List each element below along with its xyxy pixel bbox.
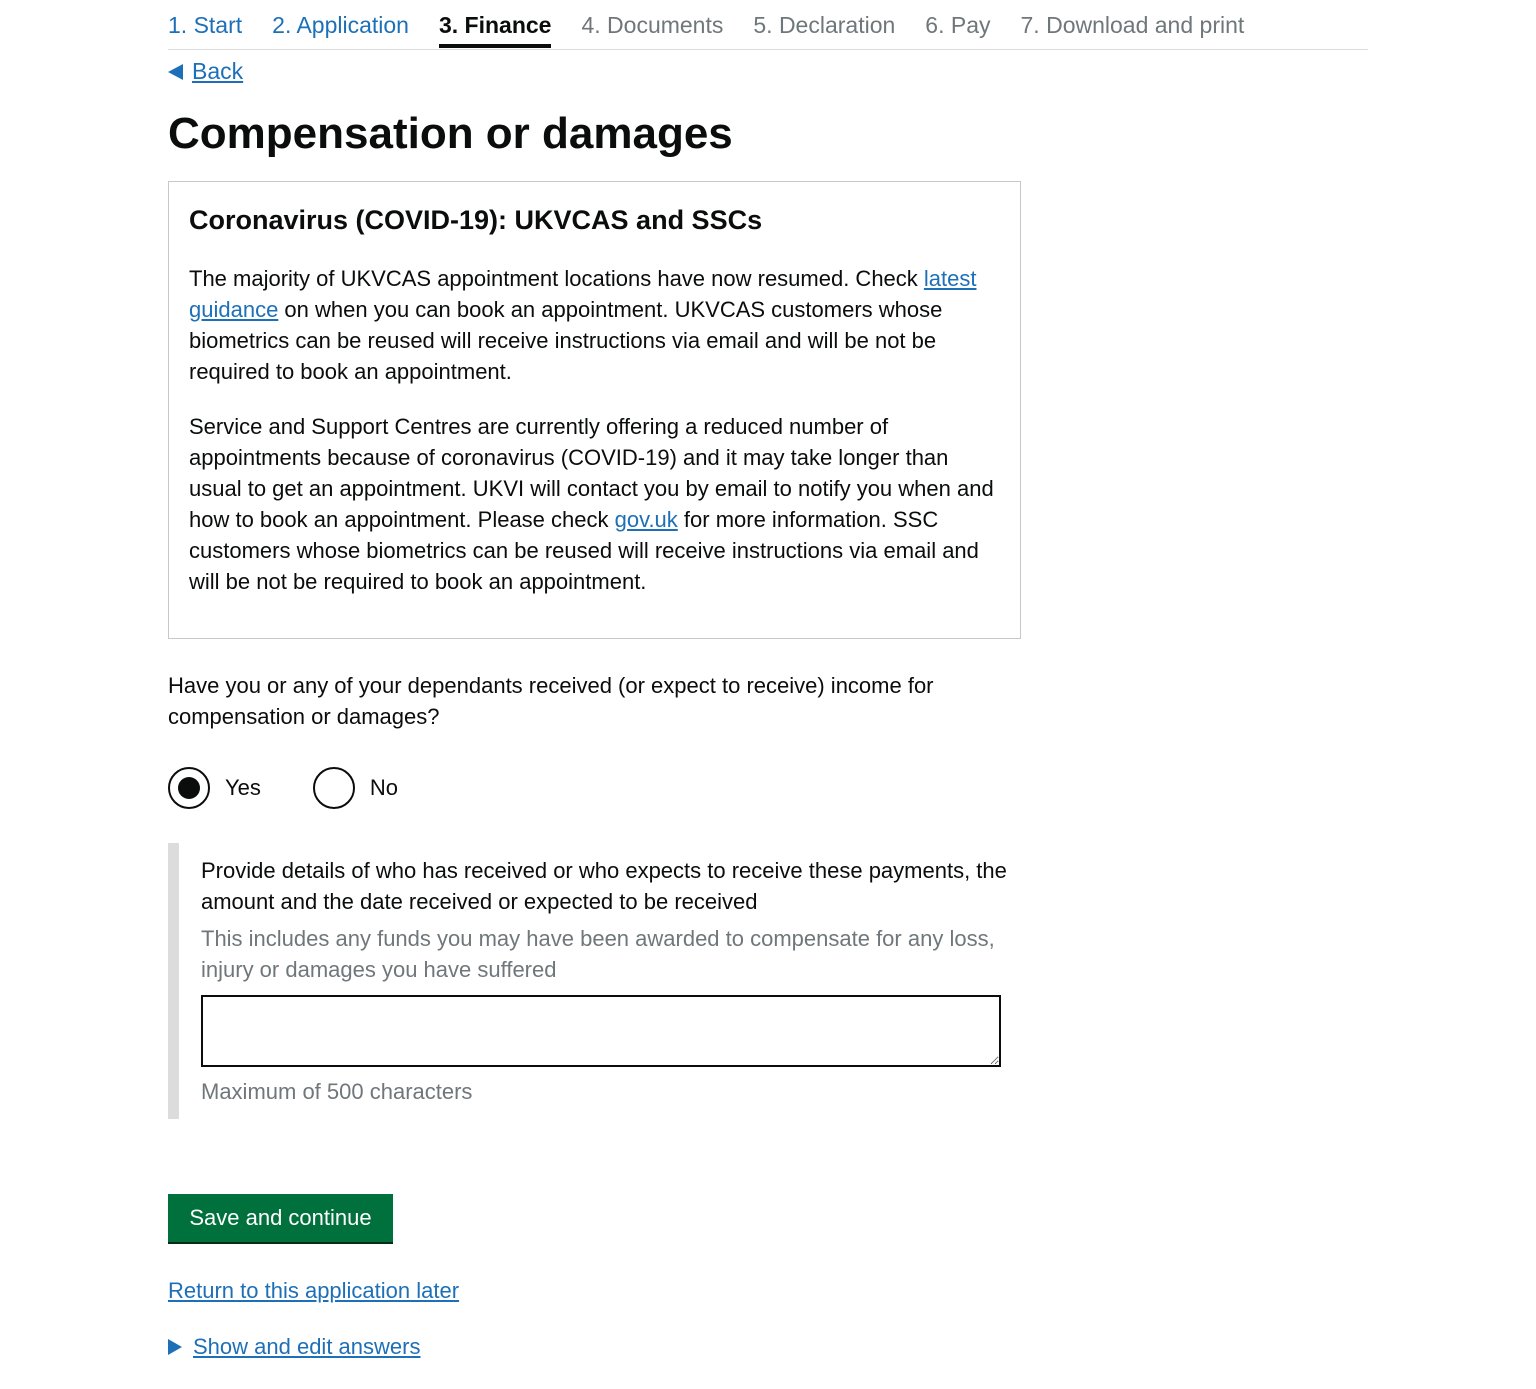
expand-triangle-icon bbox=[168, 1339, 182, 1355]
step-finance: 3. Finance bbox=[439, 0, 551, 49]
radio-yes-label: Yes bbox=[225, 775, 261, 800]
step-navigation bbox=[168, 0, 1368, 50]
radio-no-circle[interactable] bbox=[313, 767, 355, 809]
notice-paragraph-ukvcas bbox=[189, 263, 1000, 387]
step-pay: 6. Pay bbox=[925, 12, 991, 38]
gov-uk-link[interactable]: gov.uk bbox=[614, 507, 678, 532]
step-application[interactable]: 2. Application bbox=[272, 12, 409, 38]
details-field-label: Provide details of who has received or who expects to receive these payments, the amount and the date received or expected to be received bbox=[201, 858, 1007, 914]
notice-p1-text-end: on when you can book an appointment. UKVCAS customers whose biometrics can be reused will receive instructions via email and will be not be required to book an appointment. bbox=[189, 297, 943, 384]
step-download-and-print: 7. Download and print bbox=[1020, 12, 1245, 38]
page-title: Compensation or damages bbox=[168, 109, 733, 158]
main-container bbox=[168, 0, 1368, 1359]
step-start[interactable]: 1. Start bbox=[168, 12, 243, 38]
save-and-continue-button[interactable]: Save and continue bbox=[168, 1194, 393, 1242]
yes-no-radios bbox=[168, 767, 450, 809]
character-count: Maximum of 500 characters bbox=[201, 1079, 473, 1104]
step-documents: 4. Documents bbox=[581, 12, 724, 38]
notice-p2-text-start: Service and Support Centres are currently offering a reduced number of appointments because of coronavirus (COVID-19) and it may take longer than usual to get an appointment. UKVI will contact you by email to notify you when and how to book an appointment. Please check bbox=[189, 414, 994, 532]
notice-p1-text-start: The majority of UKVCAS appointment locations have now resumed. Check bbox=[189, 266, 924, 291]
details-textarea[interactable] bbox=[201, 995, 1001, 1067]
step-declaration: 5. Declaration bbox=[753, 12, 896, 38]
back-link-label: Back bbox=[192, 58, 244, 84]
compensation-question: Have you or any of your dependants received (or expect to receive) income for compensation or damages? bbox=[168, 673, 934, 729]
notice-p2-text-end: for more information. SSC customers whose biometrics can be reused will receive instructions via email and will be not be required to book an appointment. bbox=[189, 507, 979, 594]
show-and-edit-answers-label: Show and edit answers bbox=[193, 1334, 421, 1359]
radio-no[interactable] bbox=[313, 767, 398, 809]
back-link[interactable] bbox=[168, 58, 243, 85]
covid-notice bbox=[168, 181, 1021, 639]
details-field-hint: This includes any funds you may have been awarded to compensate for any loss, injury or damages you have suffered bbox=[201, 926, 995, 982]
conditional-details-panel bbox=[168, 843, 1028, 1119]
notice-title: Coronavirus (COVID-19): UKVCAS and SSCs bbox=[189, 205, 763, 235]
notice-paragraph-ssc bbox=[189, 411, 1000, 597]
latest-guidance-link[interactable]: latest guidance bbox=[189, 266, 977, 322]
radio-no-label: No bbox=[369, 775, 399, 800]
radio-yes-circle[interactable] bbox=[168, 767, 210, 809]
back-arrow-icon bbox=[168, 64, 183, 80]
return-later-link[interactable]: Return to this application later bbox=[168, 1278, 460, 1303]
radio-yes[interactable] bbox=[168, 767, 261, 809]
show-and-edit-answers-toggle[interactable] bbox=[168, 1334, 420, 1360]
